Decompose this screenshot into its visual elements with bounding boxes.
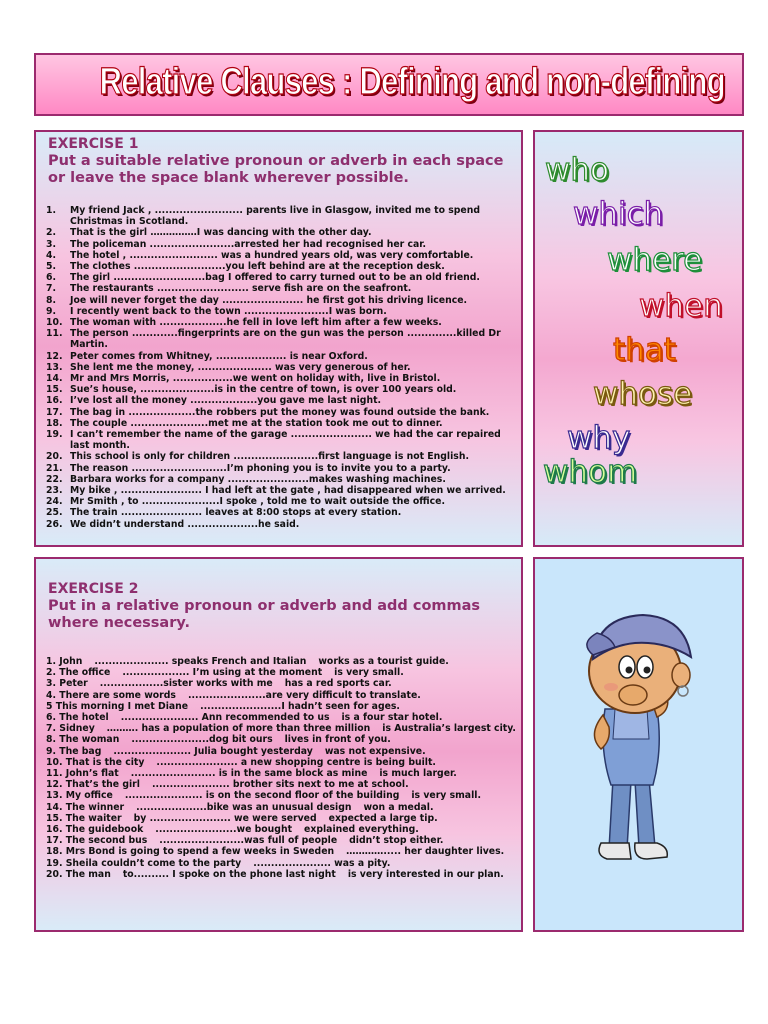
exercise-2-item: [46, 846, 516, 857]
item-text: The hotel , ......................... was a hundred years old, was very comfortable.: [70, 249, 474, 261]
exercise-2-item: [46, 779, 516, 790]
item-number: 9.: [46, 745, 57, 757]
item-number: 17.: [46, 835, 63, 847]
item-clause: ...................... Julia bought yesterday: [113, 745, 313, 757]
item-number: 16.: [46, 824, 63, 836]
item-number: 3.: [46, 238, 57, 250]
item-number: 24.: [46, 496, 63, 508]
exercise-1-panel: [34, 130, 523, 547]
item-number: 4.: [46, 249, 57, 261]
title-banner: [34, 53, 744, 116]
exercise-2-list: [46, 656, 516, 880]
exercise-2-item: [46, 746, 516, 757]
item-ending: won a medal.: [363, 801, 434, 813]
item-subject: There are some words: [59, 689, 176, 701]
item-number: 8.: [46, 294, 57, 306]
relative-word-where: where: [607, 242, 703, 278]
exercise-1-item: [46, 418, 516, 429]
exercise-1-item: [46, 407, 516, 418]
exercise-1-item: [46, 496, 516, 507]
exercise-2-item: [46, 678, 516, 689]
relative-word-why: why: [567, 420, 631, 456]
item-text: The couple ......................met me at the station took me out to dinner.: [70, 417, 443, 429]
exercise-1-item: [46, 239, 516, 250]
page-title: Relative Clauses : Defining and non-defining: [99, 61, 725, 103]
item-clause: ................... I’m using at the moment: [122, 667, 323, 679]
exercise-2-item: [46, 802, 516, 813]
item-ending: is much larger.: [379, 768, 457, 780]
exercise-1-item: [46, 384, 516, 395]
exercise-1-item: [46, 317, 516, 328]
item-text: Barbara works for a company .......................makes washing machines.: [70, 473, 446, 485]
exercise-2-item: [46, 690, 516, 701]
item-subject: The guidebook: [65, 824, 144, 836]
exercise-1-item: [46, 205, 516, 227]
item-number: 18.: [46, 417, 63, 429]
item-number: 1.: [46, 656, 57, 667]
exercise-1-item: [46, 272, 516, 283]
item-number: 23.: [46, 485, 63, 497]
item-text: The policeman ........................arrested her had recognised her car.: [70, 238, 427, 250]
exercise-2-item: [46, 869, 516, 880]
item-clause: ..................sister works with me: [99, 678, 273, 690]
item-number: 8.: [46, 734, 57, 746]
item-text: The train ....................... leaves at 8:00 stops at every station.: [70, 507, 402, 519]
exercise-1-item: [46, 283, 516, 294]
item-subject: Sheila couldn’t come to the party: [65, 857, 242, 869]
item-ending: works as a tourist guide.: [318, 656, 449, 667]
item-ending: is very small.: [411, 790, 481, 802]
item-text: We didn’t understand ....................he said.: [70, 518, 300, 530]
item-text: That is the girl ……………I was dancing with the other day.: [70, 227, 372, 239]
exercise-1-item: [46, 429, 516, 451]
item-ending: is very small.: [334, 667, 404, 679]
cartoon-boy-illustration: [535, 559, 742, 930]
item-number: 12.: [46, 350, 63, 362]
item-text: The person .............fingerprints are on the gun was the person ..............killed Dr Martin.: [70, 328, 501, 351]
exercise-1-item: [46, 519, 516, 530]
item-ending: has a red sports car.: [284, 678, 392, 690]
item-number: 1.: [46, 205, 57, 216]
item-subject: The man: [65, 868, 111, 880]
exercise-2-item: [46, 667, 516, 678]
item-number: 17.: [46, 406, 63, 418]
item-number: 4.: [46, 689, 57, 701]
exercise-1-item: [46, 227, 516, 238]
relative-word-whom: whom: [543, 454, 638, 490]
exercise-1-item: [46, 451, 516, 462]
item-number: 7.: [46, 283, 57, 295]
item-text: I recently went back to the town ........................I was born.: [70, 305, 387, 317]
item-text: The reason ...........................I’m phoning you is to invite you to a party.: [70, 462, 451, 474]
exercise-2-item: [46, 723, 516, 734]
item-clause: .......................I hadn’t seen for ages.: [200, 700, 400, 712]
item-number: 6.: [46, 712, 57, 724]
cartoon-panel: [533, 557, 744, 932]
item-number: 11.: [46, 768, 63, 780]
exercise-2-heading: EXERCISE 2: [48, 581, 139, 597]
item-number: 3.: [46, 678, 57, 690]
exercise-1-item: [46, 250, 516, 261]
item-subject: The bag: [59, 745, 102, 757]
item-number: 20.: [46, 868, 63, 880]
item-number: 13.: [46, 361, 63, 373]
item-number: 5: [46, 700, 53, 712]
item-clause: by ....................... we were served: [133, 812, 317, 824]
exercise-2-item: [46, 824, 516, 835]
item-text: Peter comes from Whitney, .................... is near Oxford.: [70, 350, 368, 362]
item-text: My bike , ....................... I had left at the gate , had disappeared when we arrived.: [70, 485, 506, 497]
item-number: 2.: [46, 667, 57, 679]
exercise-1-item: [46, 351, 516, 362]
exercise-1-instruction: Put a suitable relative pronoun or adverb in each space or leave the space blank wherever possible.: [48, 153, 504, 186]
exercise-2-item: [46, 701, 516, 712]
item-clause: ...................... Ann recommended to us: [120, 712, 330, 724]
item-ending: lives in front of you.: [284, 734, 391, 746]
item-number: 26.: [46, 518, 63, 530]
item-text: The restaurants .......................... serve fish are on the seafront.: [70, 283, 412, 295]
item-clause: ..................... speaks French and Italian: [94, 656, 307, 667]
exercise-2-item: [46, 790, 516, 801]
exercise-1-item: [46, 306, 516, 317]
item-subject: The hotel: [59, 712, 109, 724]
exercise-1-item: [46, 328, 516, 350]
item-subject: This morning I met Diane: [55, 700, 189, 712]
item-number: 13.: [46, 790, 63, 802]
item-subject: That is the city: [65, 756, 145, 768]
exercise-2-item: [46, 734, 516, 745]
item-clause: ......................are very difficult to translate.: [187, 689, 421, 701]
exercise-2-item: [46, 757, 516, 768]
exercise-2-panel: [34, 557, 523, 932]
item-number: 16.: [46, 395, 63, 407]
item-ending: expected a large tip.: [328, 812, 438, 824]
item-clause: ....................... a new shopping centre is being built.: [156, 756, 436, 768]
item-text: Mr Smith , to ......................I spoke , told me to wait outside the office.: [70, 496, 446, 508]
item-subject: Peter: [59, 678, 88, 690]
item-number: 19.: [46, 857, 63, 869]
item-subject: My office: [65, 790, 113, 802]
item-text: My friend Jack , ......................... parents live in Glasgow, invited me to spend Christmas in Scotland.: [70, 205, 480, 228]
item-subject: That’s the girl: [65, 779, 140, 791]
relative-words-panel: [533, 130, 744, 547]
item-clause: ...................... is on the second floor of the building: [124, 790, 400, 802]
item-text: She lent me the money, ..................... was very generous of her.: [70, 361, 411, 373]
exercise-1-list: [46, 205, 516, 530]
item-clause: ......................dog bit ours: [131, 734, 273, 746]
exercise-1-item: [46, 362, 516, 373]
exercise-2-item: [46, 835, 516, 846]
exercise-1-item: [46, 474, 516, 485]
exercise-1-item: [46, 295, 516, 306]
item-number: 20.: [46, 451, 63, 463]
relative-word-whose: whose: [593, 376, 693, 412]
item-clause: to.......... I spoke on the phone last night: [122, 868, 336, 880]
item-number: 14.: [46, 801, 63, 813]
item-number: 22.: [46, 473, 63, 485]
item-number: 18.: [46, 846, 63, 858]
exercise-2-item: [46, 712, 516, 723]
exercise-2-instruction: Put in a relative pronoun or adverb and add commas where necessary.: [48, 598, 481, 631]
exercise-2-item: [46, 656, 516, 667]
exercise-1-item: [46, 463, 516, 474]
item-number: 12.: [46, 779, 63, 791]
item-subject: Mrs Bond is going to spend a few weeks in Sweden: [65, 846, 335, 858]
item-subject: John: [59, 656, 83, 667]
exercise-1-item: [46, 507, 516, 518]
item-text: I can’t remember the name of the garage ....................... we had the car repaired last month.: [70, 429, 501, 452]
exercise-1-item: [46, 395, 516, 406]
item-number: 15.: [46, 812, 63, 824]
item-subject: The winner: [65, 801, 125, 813]
exercise-2-item: [46, 813, 516, 824]
item-number: 21.: [46, 462, 63, 474]
item-text: The girl ..........................bag I offered to carry turned out to be an old friend.: [70, 272, 480, 284]
item-text: Mr and Mrs Morris, .................we went on holiday with, live in Bristol.: [70, 373, 441, 385]
item-number: 10.: [46, 317, 63, 329]
item-number: 15.: [46, 384, 63, 396]
item-clause: ...................... was a pity.: [253, 857, 391, 869]
exercise-1-heading: EXERCISE 1: [48, 136, 139, 152]
item-text: Joe will never forget the day ....................... he first got his driving licence.: [70, 294, 468, 306]
item-number: 5.: [46, 261, 57, 273]
item-ending: is a four star hotel.: [341, 712, 443, 724]
item-text: The woman with ...................he fell in love left him after a few weeks.: [70, 317, 442, 329]
item-number: 6.: [46, 272, 57, 284]
relative-word-who: who: [545, 152, 609, 188]
item-clause: ...................... brother sits next to me at school.: [151, 779, 409, 791]
relative-word-when: when: [639, 288, 723, 324]
item-subject: The waiter: [65, 812, 122, 824]
item-number: 7.: [46, 723, 57, 735]
item-number: 14.: [46, 373, 63, 385]
item-text: I’ve lost all the money ...................you gave me last night.: [70, 395, 382, 407]
item-number: 9.: [46, 305, 57, 317]
item-subject: The second bus: [65, 835, 148, 847]
item-number: 19.: [46, 429, 63, 441]
exercise-1-item: [46, 373, 516, 384]
item-ending: explained everything.: [304, 824, 419, 836]
item-subject: John’s flat: [65, 768, 119, 780]
item-text: Sue’s house, .....................is in the centre of town, is over 100 years old.: [70, 384, 457, 396]
item-subject: The woman: [59, 734, 120, 746]
item-clause: .......................we bought: [155, 824, 293, 836]
exercise-1-item: [46, 261, 516, 272]
item-subject: Sidney: [59, 723, 95, 735]
item-subject: The office: [59, 667, 111, 679]
item-number: 11.: [46, 328, 63, 340]
item-text: The clothes ..........................you left behind are at the reception desk.: [70, 261, 445, 273]
exercise-2-item: [46, 768, 516, 779]
item-clause: ………. has a population of more than three million: [106, 723, 371, 735]
exercise-1-item: [46, 485, 516, 496]
item-ending: didn’t stop either.: [349, 835, 444, 847]
item-number: 25.: [46, 507, 63, 519]
item-ending: is Australia’s largest city.: [382, 723, 516, 735]
item-text: The bag in ...................the robbers put the money was found outside the bank.: [70, 406, 490, 418]
item-ending: is very interested in our plan.: [347, 868, 504, 880]
item-text: This school is only for children ........................first language is not English.: [70, 451, 469, 463]
exercise-2-item: [46, 858, 516, 869]
item-clause: ....................bike was an unusual design: [136, 801, 352, 813]
item-clause: ........................ is in the same block as mine: [130, 768, 368, 780]
item-number: 10.: [46, 756, 63, 768]
item-ending: was not expensive.: [324, 745, 426, 757]
item-clause: ........................was full of people: [159, 835, 338, 847]
relative-word-that: that: [613, 332, 676, 368]
item-number: 2.: [46, 227, 57, 239]
item-clause: …………..... her daughter lives.: [346, 846, 505, 858]
relative-word-which: which: [573, 196, 664, 232]
